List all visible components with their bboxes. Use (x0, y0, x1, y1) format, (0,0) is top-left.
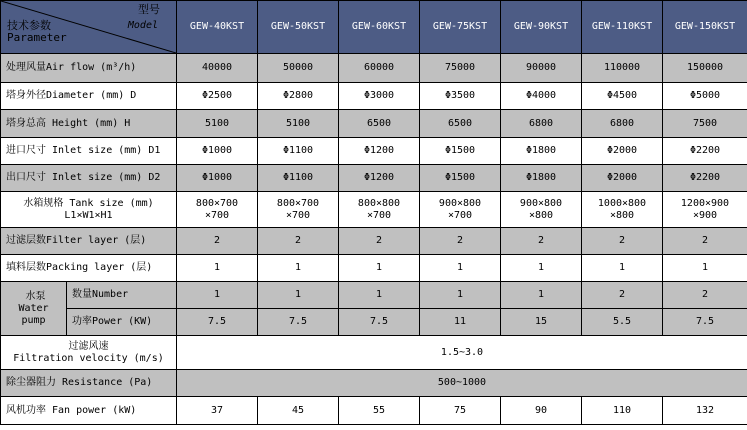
table-cell: 2 (258, 228, 339, 255)
table-cell: Φ1800 (501, 138, 582, 165)
table-cell: 75 (420, 397, 501, 425)
table-cell: 2 (582, 228, 663, 255)
table-cell: 2 (501, 228, 582, 255)
table-cell: 60000 (339, 54, 420, 83)
table-row (1, 397, 747, 425)
table-cell: 7.5 (177, 309, 258, 336)
table-cell: 6800 (582, 110, 663, 138)
model-header-cell: GEW-150KST (663, 1, 747, 54)
table-cell: 1 (258, 255, 339, 282)
table-row (1, 165, 747, 192)
row-label-height: 塔身总高 Height (mm) H (1, 110, 177, 138)
table-row (1, 83, 747, 110)
water-pump-en2: pump (21, 314, 46, 326)
table-cell: Φ1100 (258, 165, 339, 192)
table-cell: 2 (420, 228, 501, 255)
table-cell: Φ1500 (420, 138, 501, 165)
table-cell: 1.5~3.0 (177, 336, 747, 370)
row-label-filter-layer: 过滤层数Filter layer (层) (1, 228, 177, 255)
table-cell: Φ1200 (339, 138, 420, 165)
table-cell: 40000 (177, 54, 258, 83)
tank-value-l2: ×700 (204, 209, 230, 221)
table-cell: Φ1500 (420, 165, 501, 192)
table-cell: Φ2000 (582, 165, 663, 192)
table-cell: 45 (258, 397, 339, 425)
filtration-label-line1: 过滤风速 (68, 340, 109, 352)
table-cell: 1 (177, 255, 258, 282)
row-label-inlet: 进口尺寸 Inlet size (mm) D1 (1, 138, 177, 165)
table-cell: 2 (663, 228, 747, 255)
table-cell: Φ2500 (177, 83, 258, 110)
table-cell (258, 192, 339, 228)
table-cell: 7500 (663, 110, 747, 138)
table-cell: Φ1800 (501, 165, 582, 192)
param-label-en: Parameter (7, 31, 67, 44)
table-cell: Φ2200 (663, 138, 747, 165)
table-cell (663, 192, 747, 228)
tank-value-l2: ×700 (366, 209, 392, 221)
model-header-cell: GEW-75KST (420, 1, 501, 54)
table-cell (501, 192, 582, 228)
table-cell: 1 (258, 282, 339, 309)
table-cell: 7.5 (663, 309, 747, 336)
model-header-cell: GEW-110KST (582, 1, 663, 54)
row-label-resistance: 除尘器阻力 Resistance (Pa) (1, 370, 177, 397)
water-pump-en1: Water (18, 302, 49, 314)
table-cell: 1 (420, 282, 501, 309)
row-label-diameter: 塔身外径Diameter (mm) D (1, 83, 177, 110)
table-row (1, 255, 747, 282)
table-cell: 5100 (258, 110, 339, 138)
row-label-outlet: 出口尺寸 Inlet size (mm) D2 (1, 165, 177, 192)
table-cell: 7.5 (339, 309, 420, 336)
tank-value-l2: ×800 (528, 209, 554, 221)
table-cell: 90 (501, 397, 582, 425)
table-cell: Φ2800 (258, 83, 339, 110)
table-cell: 5100 (177, 110, 258, 138)
table-cell: 5.5 (582, 309, 663, 336)
table-cell: Φ2200 (663, 165, 747, 192)
tank-value-l2: ×800 (609, 209, 635, 221)
table-cell: 37 (177, 397, 258, 425)
table-cell: 132 (663, 397, 747, 425)
table-cell: Φ1100 (258, 138, 339, 165)
table-cell: Φ1000 (177, 165, 258, 192)
model-header-cell: GEW-40KST (177, 1, 258, 54)
model-header-cell: GEW-90KST (501, 1, 582, 54)
table-row (1, 110, 747, 138)
param-label (7, 20, 67, 44)
model-header-cell: GEW-50KST (258, 1, 339, 54)
table-cell: 110 (582, 397, 663, 425)
table-cell: Φ1200 (339, 165, 420, 192)
tank-value-l2: ×900 (692, 209, 718, 221)
table-cell (420, 192, 501, 228)
row-label-filtration-velocity (1, 336, 177, 370)
table-row (1, 54, 747, 83)
tank-value-l2: ×700 (285, 209, 311, 221)
table-cell: 75000 (420, 54, 501, 83)
table-cell: Φ1000 (177, 138, 258, 165)
table-row (1, 282, 747, 309)
row-label-pump-number: 数量Number (67, 282, 177, 309)
table-cell: 50000 (258, 54, 339, 83)
tank-value-l1: 900×800 (438, 197, 482, 209)
table-cell: 1 (501, 255, 582, 282)
table-cell (582, 192, 663, 228)
table-cell: 55 (339, 397, 420, 425)
table-cell: 2 (339, 228, 420, 255)
row-label-pump-power: 功率Power (KW) (67, 309, 177, 336)
tank-label-line1: 水箱规格 Tank size (mm) (23, 197, 154, 209)
table-row (1, 336, 747, 370)
param-label-cn: 技术参数 (7, 19, 51, 32)
filtration-label-line2: Filtration velocity (m/s) (13, 352, 164, 364)
table-cell: 500~1000 (177, 370, 747, 397)
model-label-en: Model (127, 20, 158, 31)
table-cell: 150000 (663, 54, 747, 83)
table-cell: 6500 (420, 110, 501, 138)
table-row (1, 370, 747, 397)
table-cell: 6500 (339, 110, 420, 138)
header-corner-cell (1, 1, 177, 54)
tank-value-l1: 800×800 (357, 197, 401, 209)
tank-value-l2: ×700 (447, 209, 473, 221)
tank-value-l1: 1200×900 (680, 197, 730, 209)
table-row (1, 138, 747, 165)
table-cell: 90000 (501, 54, 582, 83)
row-label-fan-power: 风机功率 Fan power (kW) (1, 397, 177, 425)
header-row (1, 1, 747, 54)
table-cell: Φ2000 (582, 138, 663, 165)
table-cell: 2 (663, 282, 747, 309)
table-cell: Φ3000 (339, 83, 420, 110)
model-label: 型号 (138, 3, 160, 16)
tank-value-l1: 1000×800 (597, 197, 647, 209)
row-label-air-flow: 处理风量Air flow (m³/h) (1, 54, 177, 83)
table-cell: 1 (339, 255, 420, 282)
table-row (1, 192, 747, 228)
tank-value-l1: 900×800 (519, 197, 563, 209)
tank-label-line2: L1×W1×H1 (64, 209, 113, 221)
table-cell: 1 (177, 282, 258, 309)
table-cell: Φ4000 (501, 83, 582, 110)
table-cell: 2 (177, 228, 258, 255)
row-label-water-pump (1, 282, 67, 336)
row-label-tank (1, 192, 177, 228)
water-pump-cn: 水泵 (25, 290, 46, 302)
table-cell: Φ3500 (420, 83, 501, 110)
table-cell: 1 (501, 282, 582, 309)
table-cell (339, 192, 420, 228)
table-cell: 1 (420, 255, 501, 282)
table-cell: 1 (663, 255, 747, 282)
table-cell: Φ5000 (663, 83, 747, 110)
table-cell: 15 (501, 309, 582, 336)
tank-value-l1: 800×700 (276, 197, 320, 209)
table-cell: 2 (582, 282, 663, 309)
table-cell (177, 192, 258, 228)
table-cell: 1 (339, 282, 420, 309)
table-cell: 7.5 (258, 309, 339, 336)
table-cell: 6800 (501, 110, 582, 138)
model-header-cell: GEW-60KST (339, 1, 420, 54)
table-cell: 110000 (582, 54, 663, 83)
table-cell: Φ4500 (582, 83, 663, 110)
tank-value-l1: 800×700 (195, 197, 239, 209)
table-row (1, 309, 747, 336)
table-row (1, 228, 747, 255)
table-cell: 1 (582, 255, 663, 282)
row-label-packing-layer: 填料层数Packing layer (层) (1, 255, 177, 282)
table-cell: 11 (420, 309, 501, 336)
